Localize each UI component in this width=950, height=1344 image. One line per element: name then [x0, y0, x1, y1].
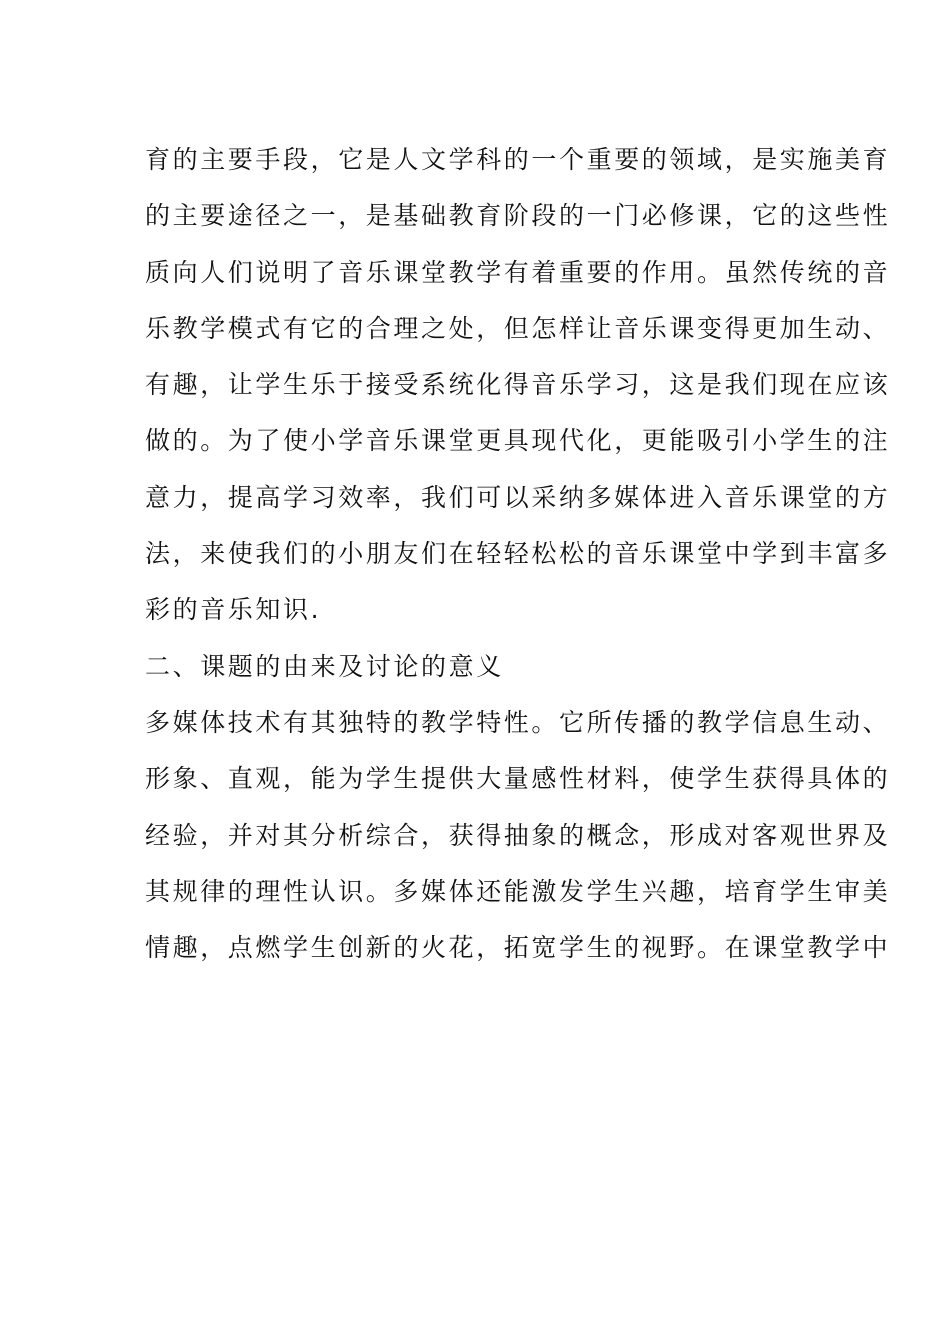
text-line: 经验，并对其分析综合，获得抽象的概念，形成对客观世界及	[145, 820, 891, 850]
text-line: 乐教学模式有它的合理之处，但怎样让音乐课变得更加生动、	[145, 313, 891, 343]
text-line: 情趣，点燃学生创新的火花，拓宽学生的视野。在课堂教学中	[145, 933, 891, 963]
text-line: 多媒体技术有其独特的教学特性。它所传播的教学信息生动、	[145, 707, 891, 737]
text-line: 意力，提高学习效率，我们可以采纳多媒体进入音乐课堂的方	[145, 482, 891, 512]
section-heading: 二、课题的由来及讨论的意义	[145, 651, 504, 681]
text-line: 形象、直观，能为学生提供大量感性材料，使学生获得具体的	[145, 764, 891, 794]
text-line: 有趣，让学生乐于接受系统化得音乐学习，这是我们现在应该	[145, 370, 891, 400]
text-line: 的主要途径之一，是基础教育阶段的一门必修课，它的这些性	[145, 201, 891, 231]
text-line: 质向人们说明了音乐课堂教学有着重要的作用。虽然传统的音	[145, 257, 891, 287]
text-line: 做的。为了使小学音乐课堂更具现代化，更能吸引小学生的注	[145, 426, 891, 456]
document-body	[145, 132, 891, 976]
text-line: 法，来使我们的小朋友们在轻轻松松的音乐课堂中学到丰富多	[145, 539, 891, 569]
text-line: 彩的音乐知识.	[145, 595, 322, 625]
text-line: 育的主要手段，它是人文学科的一个重要的领域，是实施美育	[145, 145, 891, 174]
text-line: 其规律的理性认识。多媒体还能激发学生兴趣，培育学生审美	[145, 876, 891, 906]
